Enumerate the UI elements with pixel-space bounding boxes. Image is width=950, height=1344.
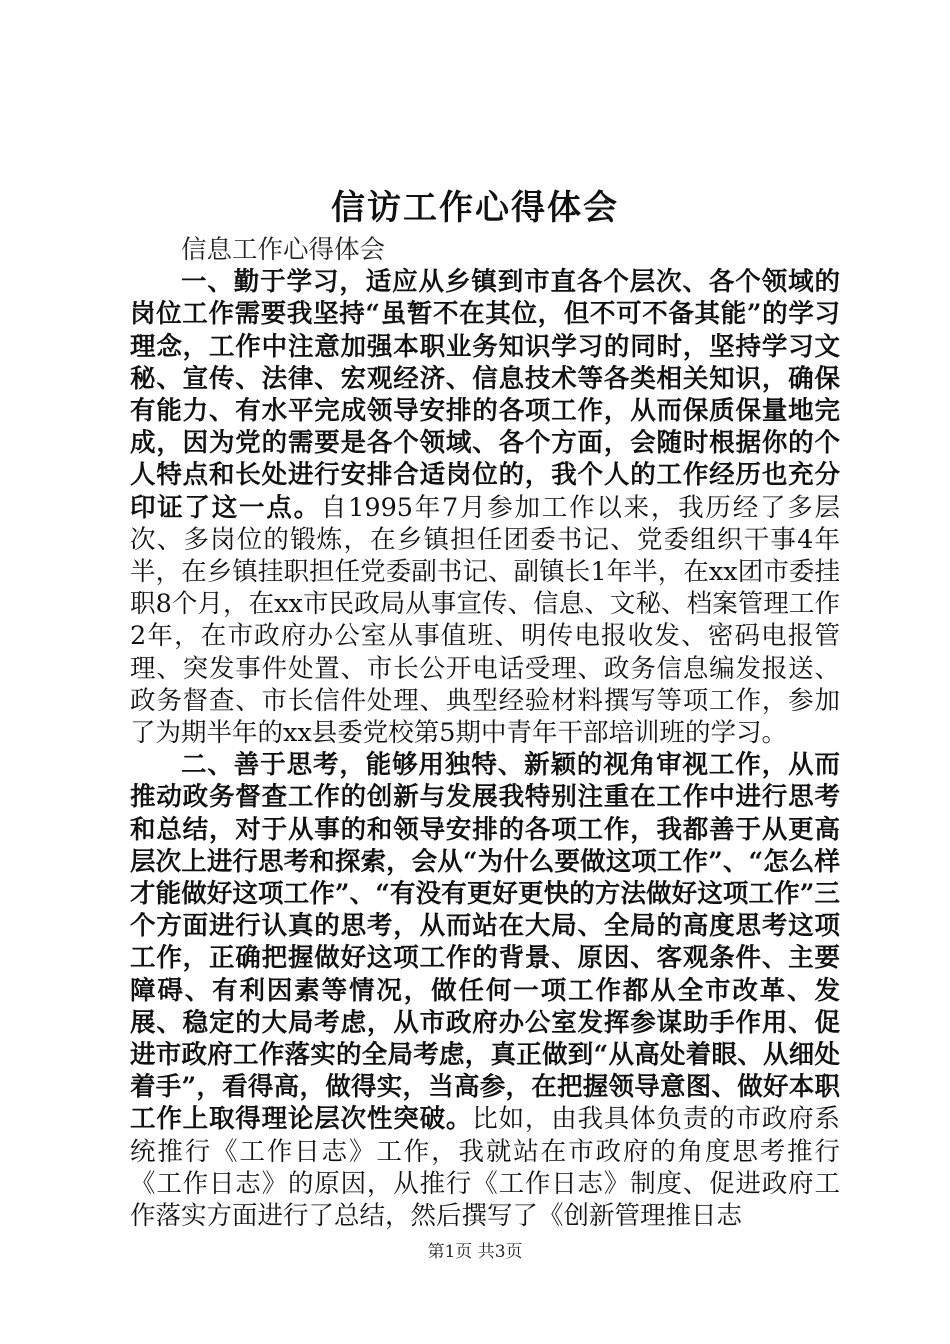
paragraph-2-rest: 比如，由我具体负责的市政府系统推行《工作日志》工作，我就站在市政府的角度思考推行《工作日志》的原因，从推行《工作日志》制度、促进政府工作落实方面进行了总结，然后撰写了《创新管理推日志 — [130, 1104, 840, 1232]
paragraph-2-lead: 二、善于思考，能够用独特、新颖的视角审视工作，从而推动政务督查工作的创新与发展我特别注重在工作中进行思考和总结，对于从事的和领导安排的各项工作，我都善于从更高层次上进行思考和探索，会从“为什么要做这项工作”、“怎么样才能做好这项工作”、“有没有更好更快的方法做好这项工作”三个方面进行认真的思考，从而站在大局、全局的高度思考这项工作，正确把握做好这项工作的背景、原因、客观条件、主要障碍、有利因素等情况，做任何一项工作都从全市改革、发展、稳定的大局考虑，从市政府办公室发挥参谋助手作用、促进市政府工作落实的全局考虑，真正做到“从高处着眼、从细处着手”，看得高，做得实，当高参，在把握领导意图、做好本职工作上取得理论层次性突破。 — [130, 750, 840, 1135]
document-subtitle: 信息工作心得体会 — [181, 235, 386, 265]
page-footer: 第1页 共3页 — [427, 1242, 523, 1262]
paragraph-1 — [130, 266, 840, 749]
paragraph-2 — [130, 749, 840, 1232]
paragraph-1-rest: 自1995年7月参加工作以来，我历经了多层次、多岗位的锻炼，在乡镇担任团委书记、党委组织干事4年半，在乡镇挂职担任党委副书记、副镇长1年半，在xx团市委挂职8个月，在xx市民政局从事宣传、信息、文秘、档案管理工作2年，在市政府办公室从事值班、明传电报收发、密码电报管理、突发事件处置、市长公开电话受理、政务信息编发报送、政务督查、市长信件处理、典型经验材料撰写等项工作，参加了为期半年的xx县委党校第5期中青年干部培训班的学习。 — [130, 492, 840, 749]
page-title: 信访工作心得体会 — [331, 188, 619, 228]
document-body — [130, 234, 840, 1232]
paragraph-1-lead: 一、勤于学习，适应从乡镇到市直各个层次、各个领域的岗位工作需要我坚持“虽暂不在其位，但不可不备其能”的学习理念，工作中注意加强本职业务知识学习的同时，坚持学习文秘、宣传、法律、宏观经济、信息技术等各类相关知识，确保有能力、有水平完成领导安排的各项工作，从而保质保量地完成，因为党的需要是各个领域、各个方面，会随时根据你的个人特点和长处进行安排合适岗位的，我个人的工作经历也充分印证了这一点。 — [130, 267, 840, 523]
